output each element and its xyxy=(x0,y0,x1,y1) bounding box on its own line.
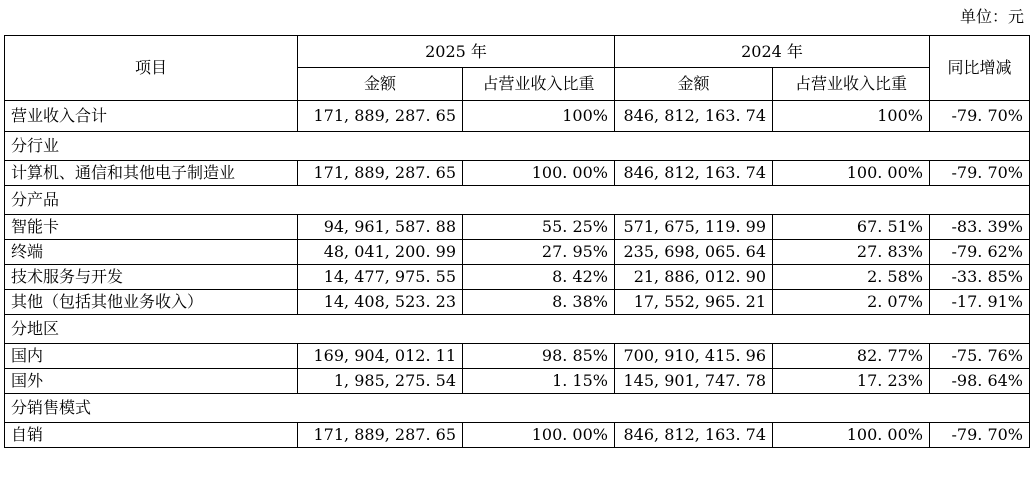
ratio-2025: 100% xyxy=(463,101,615,132)
ratio-2024: 82. 77% xyxy=(773,344,930,369)
ratio-2025: 55. 25% xyxy=(463,215,615,240)
table-row xyxy=(5,423,1030,448)
yoy-change: -75. 76% xyxy=(930,344,1030,369)
section-label: 分行业 xyxy=(5,132,1030,161)
yoy-change: -98. 64% xyxy=(930,369,1030,394)
amount-2025: 171, 889, 287. 65 xyxy=(298,161,463,186)
table-row xyxy=(5,215,1030,240)
amount-2025: 171, 889, 287. 65 xyxy=(298,423,463,448)
ratio-2024: 2. 07% xyxy=(773,290,930,315)
section-row-sales-mode xyxy=(5,394,1030,423)
amount-2025: 48, 041, 200. 99 xyxy=(298,240,463,265)
yoy-change: -83. 39% xyxy=(930,215,1030,240)
header-amount-2025: 金额 xyxy=(298,68,463,101)
row-label: 国外 xyxy=(5,369,298,394)
section-label: 分产品 xyxy=(5,186,1030,215)
section-row-product xyxy=(5,186,1030,215)
row-label: 技术服务与开发 xyxy=(5,265,298,290)
row-label: 终端 xyxy=(5,240,298,265)
row-label: 计算机、通信和其他电子制造业 xyxy=(5,161,298,186)
table-row xyxy=(5,161,1030,186)
section-label: 分销售模式 xyxy=(5,394,1030,423)
header-ratio-2025: 占营业收入比重 xyxy=(463,68,615,101)
ratio-2025: 100. 00% xyxy=(463,161,615,186)
ratio-2025: 100. 00% xyxy=(463,423,615,448)
ratio-2025: 27. 95% xyxy=(463,240,615,265)
revenue-table xyxy=(4,35,1030,448)
ratio-2024: 100. 00% xyxy=(773,161,930,186)
yoy-change: -79. 70% xyxy=(930,161,1030,186)
table-row xyxy=(5,265,1030,290)
amount-2024: 846, 812, 163. 74 xyxy=(615,161,773,186)
table-row xyxy=(5,240,1030,265)
ratio-2024: 27. 83% xyxy=(773,240,930,265)
section-row-region xyxy=(5,315,1030,344)
yoy-change: -33. 85% xyxy=(930,265,1030,290)
ratio-2025: 98. 85% xyxy=(463,344,615,369)
amount-2024: 571, 675, 119. 99 xyxy=(615,215,773,240)
amount-2024: 846, 812, 163. 74 xyxy=(615,101,773,132)
header-item: 项目 xyxy=(5,36,298,101)
header-year-2024: 2024 年 xyxy=(615,36,930,68)
amount-2025: 14, 408, 523. 23 xyxy=(298,290,463,315)
table-row-total xyxy=(5,101,1030,132)
ratio-2024: 100. 00% xyxy=(773,423,930,448)
ratio-2025: 8. 38% xyxy=(463,290,615,315)
section-row-industry xyxy=(5,132,1030,161)
row-label: 智能卡 xyxy=(5,215,298,240)
ratio-2024: 67. 51% xyxy=(773,215,930,240)
yoy-change: -79. 70% xyxy=(930,423,1030,448)
amount-2024: 700, 910, 415. 96 xyxy=(615,344,773,369)
table-row xyxy=(5,290,1030,315)
yoy-change: -79. 62% xyxy=(930,240,1030,265)
header-ratio-2024: 占营业收入比重 xyxy=(773,68,930,101)
row-label: 自销 xyxy=(5,423,298,448)
ratio-2024: 100% xyxy=(773,101,930,132)
yoy-change: -17. 91% xyxy=(930,290,1030,315)
ratio-2024: 17. 23% xyxy=(773,369,930,394)
section-label: 分地区 xyxy=(5,315,1030,344)
amount-2025: 169, 904, 012. 11 xyxy=(298,344,463,369)
amount-2024: 21, 886, 012. 90 xyxy=(615,265,773,290)
table-row xyxy=(5,344,1030,369)
amount-2025: 171, 889, 287. 65 xyxy=(298,101,463,132)
amount-2024: 17, 552, 965. 21 xyxy=(615,290,773,315)
row-label: 营业收入合计 xyxy=(5,101,298,132)
amount-2024: 145, 901, 747. 78 xyxy=(615,369,773,394)
amount-2025: 94, 961, 587. 88 xyxy=(298,215,463,240)
amount-2025: 1, 985, 275. 54 xyxy=(298,369,463,394)
header-year-2025: 2025 年 xyxy=(298,36,615,68)
header-amount-2024: 金额 xyxy=(615,68,773,101)
amount-2024: 846, 812, 163. 74 xyxy=(615,423,773,448)
unit-label: 单位：元 xyxy=(959,7,1024,26)
ratio-2025: 1. 15% xyxy=(463,369,615,394)
amount-2025: 14, 477, 975. 55 xyxy=(298,265,463,290)
ratio-2025: 8. 42% xyxy=(463,265,615,290)
header-row-1 xyxy=(5,36,1030,68)
table-row xyxy=(5,369,1030,394)
row-label: 其他（包括其他业务收入） xyxy=(5,290,298,315)
row-label: 国内 xyxy=(5,344,298,369)
yoy-change: -79. 70% xyxy=(930,101,1030,132)
header-yoy: 同比增减 xyxy=(930,36,1030,101)
ratio-2024: 2. 58% xyxy=(773,265,930,290)
amount-2024: 235, 698, 065. 64 xyxy=(615,240,773,265)
